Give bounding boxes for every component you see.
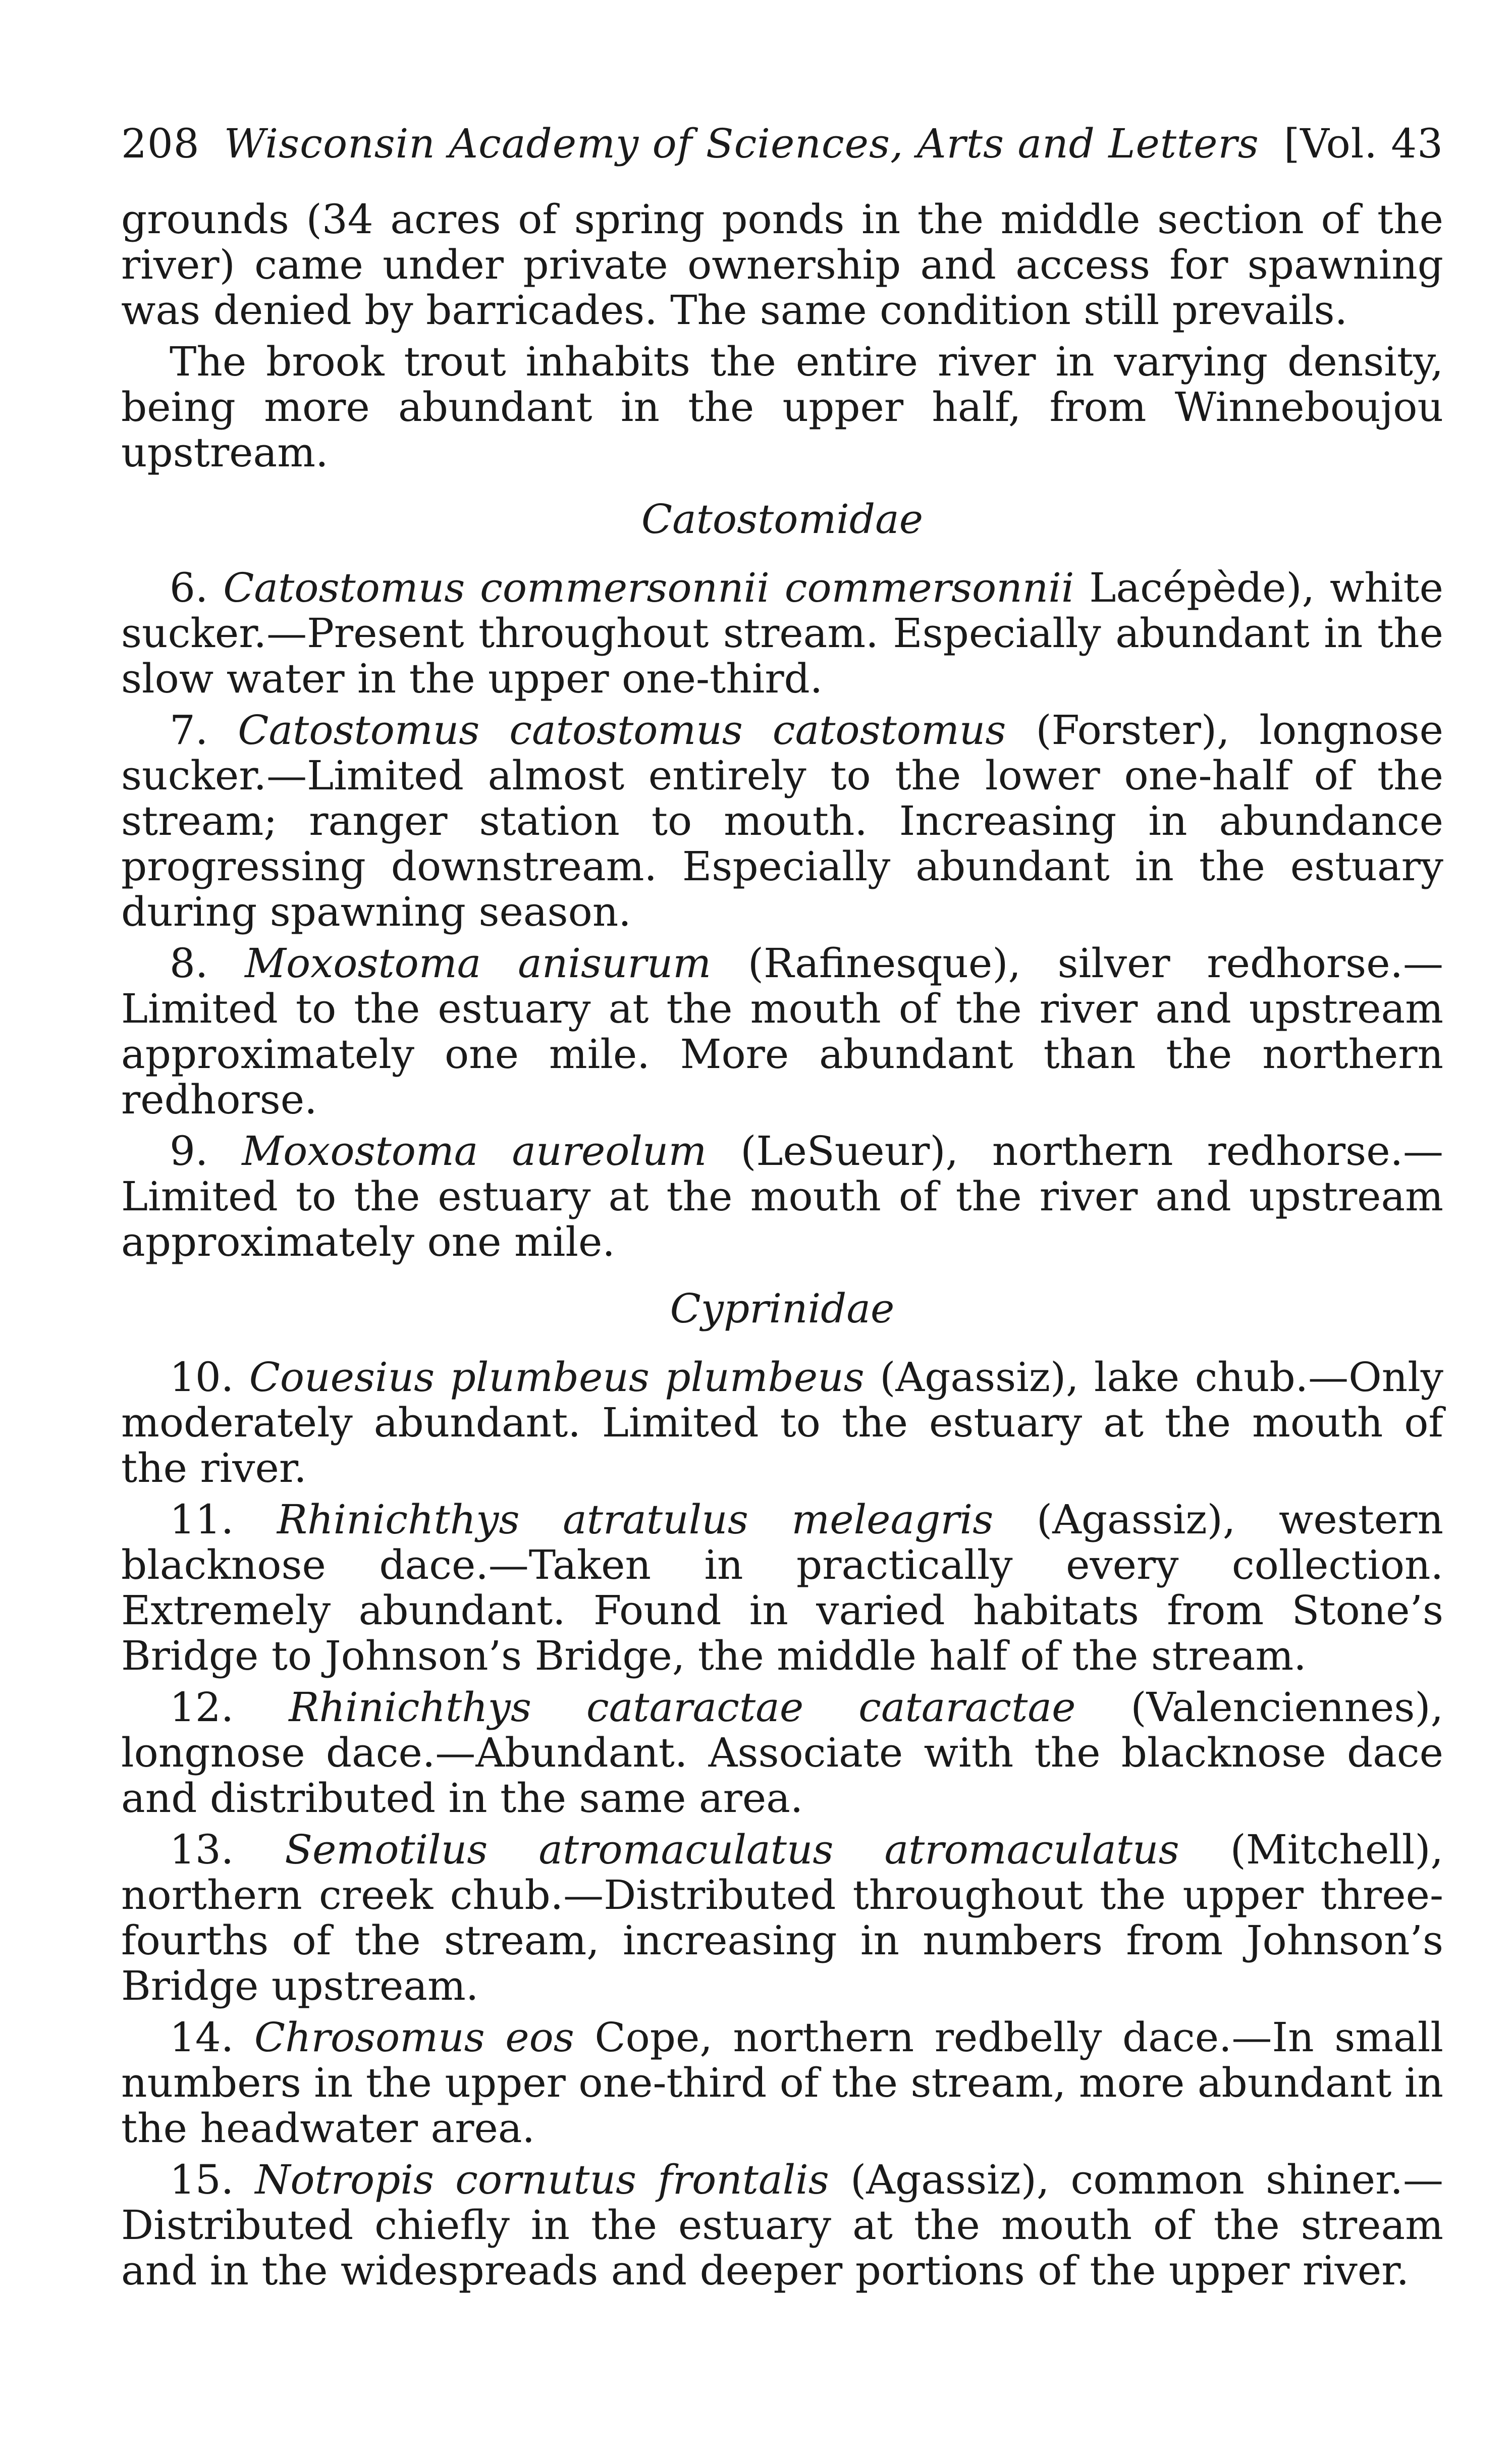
entry-text: (Agassiz), common shiner.—Distributed chiefly in the estuary at the mouth of the stream and in the widespreads and deeper portions of the upper river. (121, 2156, 1443, 2294)
species-name: Rhinichthys cataractae cataractae (289, 1684, 1076, 1731)
entry-text: (Forster), longnose sucker.—Limited almost entirely to the lower one-half of the stream; ranger station to mouth. Increasing in abundance progressing downstream. Especially abundant in the estuary during spawning season. (121, 707, 1444, 935)
journal-title: Wisconsin Academy of Sciences, Arts and Letters (224, 120, 1259, 167)
page (121, 116, 1443, 2397)
entry-number: 9. (170, 1128, 208, 1175)
species-name: Semotilus atromaculatus atromaculatus (285, 1826, 1179, 1873)
entry-text: (Agassiz), western blacknose dace.—Taken in practically every collection. Extremely abundant. Found in varied habitats from Stone’s Bridge to Johnson’s Bridge, the middle half of the stream. (121, 1496, 1444, 1679)
entry-text: (Valenciennes), longnose dace.—Abundant. Associate with the blacknose dace and distributed in the same area. (121, 1684, 1444, 1822)
species-entry (121, 708, 1443, 935)
body-text (121, 197, 1443, 2294)
species-entry (121, 1129, 1443, 1265)
volume-label: [Vol. 43 (1283, 120, 1443, 167)
entry-number: 11. (170, 1496, 234, 1543)
entry-number: 7. (170, 707, 208, 754)
entry-number: 12. (170, 1684, 234, 1731)
species-name: Catostomus commersonnii commersonnii (223, 564, 1074, 611)
section-heading-cyprinidae: Cyprinidae (670, 1285, 895, 1332)
entry-number: 10. (170, 1354, 234, 1401)
entry-text: (Mitchell), northern creek chub.—Distributed throughout the upper three-fourths of the stream, increasing in numbers from Johnson’s Bridge upstream. (121, 1826, 1443, 2009)
paragraph-brook-trout: The brook trout inhabits the entire river in varying density, being more abundant in the upper half, from Winneboujou upstream. (121, 338, 1443, 476)
page-number: 208 (121, 120, 200, 167)
entry-number: 6. (170, 564, 208, 611)
species-entry (121, 565, 1443, 702)
entry-text: (Agassiz), lake chub.—Only moderately abundant. Limited to the estuary at the mouth of the river. (121, 1354, 1443, 1491)
species-entry (121, 2015, 1443, 2151)
species-entry (121, 1497, 1443, 1679)
entry-text: (LeSueur), northern redhorse.—Limited to the estuary at the mouth of the river and upstream approximately one mile. (121, 1128, 1444, 1265)
species-entry (121, 1355, 1443, 1491)
species-name: Notropis cornutus frontalis (255, 2156, 829, 2203)
species-entry (121, 1685, 1443, 1821)
species-entry (121, 2157, 1443, 2294)
entry-number: 8. (170, 940, 208, 987)
species-name: Rhinichthys atratulus meleagris (277, 1496, 994, 1543)
running-header (121, 116, 1443, 177)
species-name: Moxostoma anisurum (245, 940, 712, 987)
entry-number: 14. (170, 2014, 234, 2061)
species-name: Couesius plumbeus plumbeus (249, 1354, 865, 1401)
section-heading-catostomidae: Catostomidae (641, 496, 924, 543)
entry-number: 15. (170, 2156, 234, 2203)
species-entry (121, 1827, 1443, 2009)
species-name: Moxostoma aureolum (242, 1128, 707, 1175)
species-name: Catostomus catostomus catostomus (238, 707, 1006, 754)
entry-text: (Rafinesque), silver redhorse.—Limited to the estuary at the mouth of the river and upstream approximately one mile. More abundant than the northern redhorse. (121, 940, 1443, 1123)
entry-text: Cope, northern redbelly dace.—In small numbers in the upper one-third of the stream, more abundant in the headwater area. (121, 2014, 1443, 2152)
entry-text: Lacépède), white sucker.—Present throughout stream. Especially abundant in the slow water in the upper one-third. (121, 564, 1444, 702)
entry-number: 13. (170, 1826, 234, 1873)
paragraph-intro-continuation: grounds (34 acres of spring ponds in the middle section of the river) came under private ownership and access for spawning was denied by barricades. The same condition still prevails. (121, 196, 1443, 334)
species-name: Chrosomus eos (254, 2014, 574, 2061)
species-entry (121, 941, 1443, 1123)
